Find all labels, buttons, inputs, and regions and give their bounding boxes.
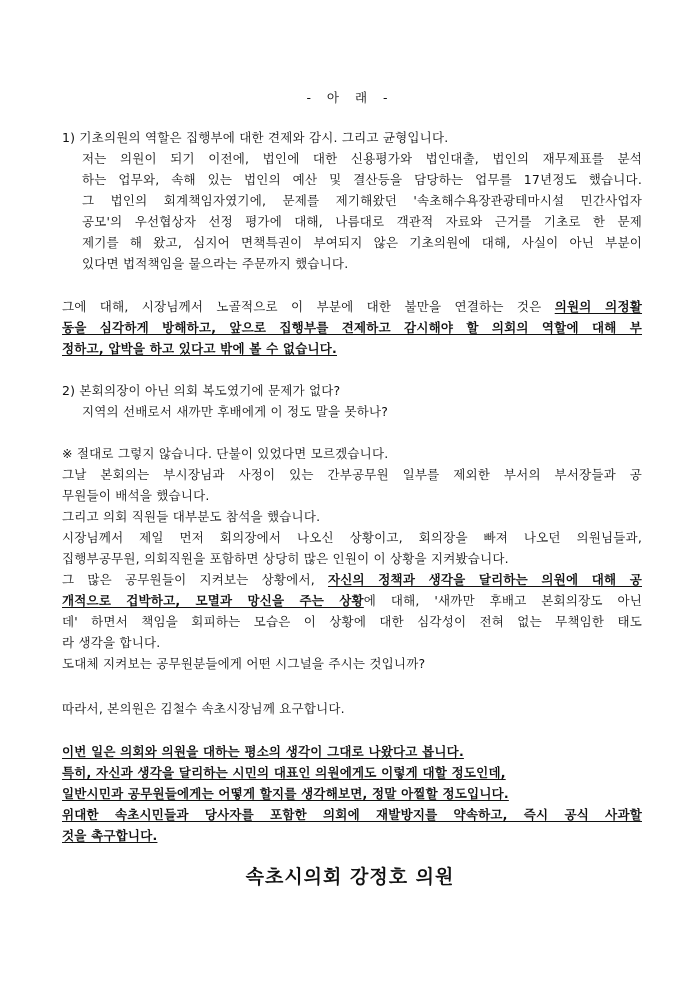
criticism-emphasis: 의원의 의정활 bbox=[554, 299, 643, 314]
section3-line: 시장님께서 제일 먼저 회의장에서 나오신 상황이고, 회의장을 빠져 나오던 의원님들과, bbox=[62, 530, 642, 545]
conclusion-line: 것을 촉구합니다. bbox=[62, 828, 158, 843]
conclusion-line: 특히, 자신과 생각을 달리하는 시민의 대표인 의원에게도 이렇게 대할 정도인데, bbox=[62, 765, 506, 780]
conclusion-line: 일반시민과 공무원들에게는 어떻게 할지를 생각해보면, 정말 아찔할 정도입니다. bbox=[62, 786, 509, 801]
section3-line: 무원들이 배석을 했습니다. bbox=[62, 488, 210, 503]
section3-line: 그리고 의회 직원들 대부분도 참석을 했습니다. bbox=[62, 509, 321, 524]
criticism-line-3: 정하고, 압박을 하고 있다고 밖에 볼 수 없습니다. bbox=[62, 341, 337, 356]
section1-line: 저는 의원이 되기 이전에, 법인에 대한 신용평가와 법인대출, 법인의 재무제표를 분석 bbox=[82, 151, 642, 166]
criticism-plain: 그에 대해, 시장님께서 노골적으로 이 부분에 대한 불만을 연결하는 것은 bbox=[62, 299, 555, 314]
conclusion-line: 위대한 속초시민들과 당사자를 포함한 의회에 재발방지를 약속하고, 즉시 공식 사과할 bbox=[62, 807, 642, 822]
section3-emphasis: 자신의 정책과 생각을 달리하는 의원에 대해 공 bbox=[328, 572, 642, 587]
section1-heading: 1) 기초의원의 역할은 집행부에 대한 견제와 감시. 그리고 균형입니다. bbox=[62, 130, 449, 145]
criticism-line-2: 동을 심각하게 방해하고, 앞으로 집행부를 견제하고 감시해야 할 의회의 역할에 대해 부 bbox=[62, 320, 642, 335]
section1-line: 제기를 해 왔고, 심지어 면책특권이 부여되지 않은 기초의원에 대해, 사실이 아닌 부분이 bbox=[82, 235, 642, 250]
section3-plain: 그 많은 공무원들이 지켜보는 상황에서, bbox=[62, 572, 328, 587]
section1-line: 있다면 법적책임을 물으라는 주문까지 했습니다. bbox=[82, 256, 349, 271]
section3-line: 라 생각을 합니다. bbox=[62, 635, 161, 650]
demand-intro: 따라서, 본의원은 김철수 속초시장님께 요구합니다. bbox=[62, 701, 345, 716]
criticism-line-1 bbox=[62, 297, 642, 317]
section3-note: ※ 절대로 그렇지 않습니다. 단불이 있었다면 모르겠습니다. bbox=[62, 446, 389, 461]
section2-question: 지역의 선배로서 새까만 후배에게 이 정도 말을 못하나? bbox=[82, 404, 389, 419]
section3-line: 집행부공무원, 의회직원을 포함하면 상당히 많은 인원이 이 상황을 지켜봤습니다. bbox=[62, 551, 509, 566]
section3-plain: 에 대해, '새까만 후배고 본회의장도 아닌 bbox=[363, 593, 642, 608]
section1-line: 하는 업무와, 속해 있는 법인의 예산 및 결산등을 담당하는 업무를 17년정도 했습니다. bbox=[82, 172, 642, 187]
section3-emphasis: 개적으로 겁박하고, 모멸과 망신을 주는 상황 bbox=[62, 593, 364, 608]
section1-line: 공모'의 우선협상자 선정 평가에 대해, 나름대로 객관적 자료와 근거를 기초로 한 문제 bbox=[82, 214, 642, 229]
section3-line-emphasis-start bbox=[62, 570, 642, 590]
conclusion-line: 이번 일은 의회와 의원을 대하는 평소의 생각이 그대로 나왔다고 봅니다. bbox=[62, 744, 464, 759]
section2-heading: 2) 본회의장이 아닌 의회 복도였기에 문제가 없다? bbox=[62, 383, 341, 398]
section3-question: 도대체 지켜보는 공무원분들에게 어떤 시그널을 주시는 것입니까? bbox=[62, 656, 426, 671]
section1-line: 그 법인의 회계책임자였기에, 문제를 제기해왔던 '속초해수욕장관광테마시설 민간사업자 bbox=[82, 193, 642, 208]
section3-line: 데' 하면서 책임을 회피하는 모습은 이 상황에 대한 심각성이 전혀 없는 무책임한 태도 bbox=[62, 614, 642, 629]
section3-line-emphasis-end bbox=[62, 591, 642, 611]
section3-line: 그날 본회의는 부시장님과 사정이 있는 간부공무원 일부를 제외한 부서의 부서장들과 공 bbox=[62, 467, 642, 482]
signature: 속초시의회 강정호 의원 bbox=[245, 866, 455, 888]
section-header: - 아 래 - bbox=[306, 90, 394, 105]
